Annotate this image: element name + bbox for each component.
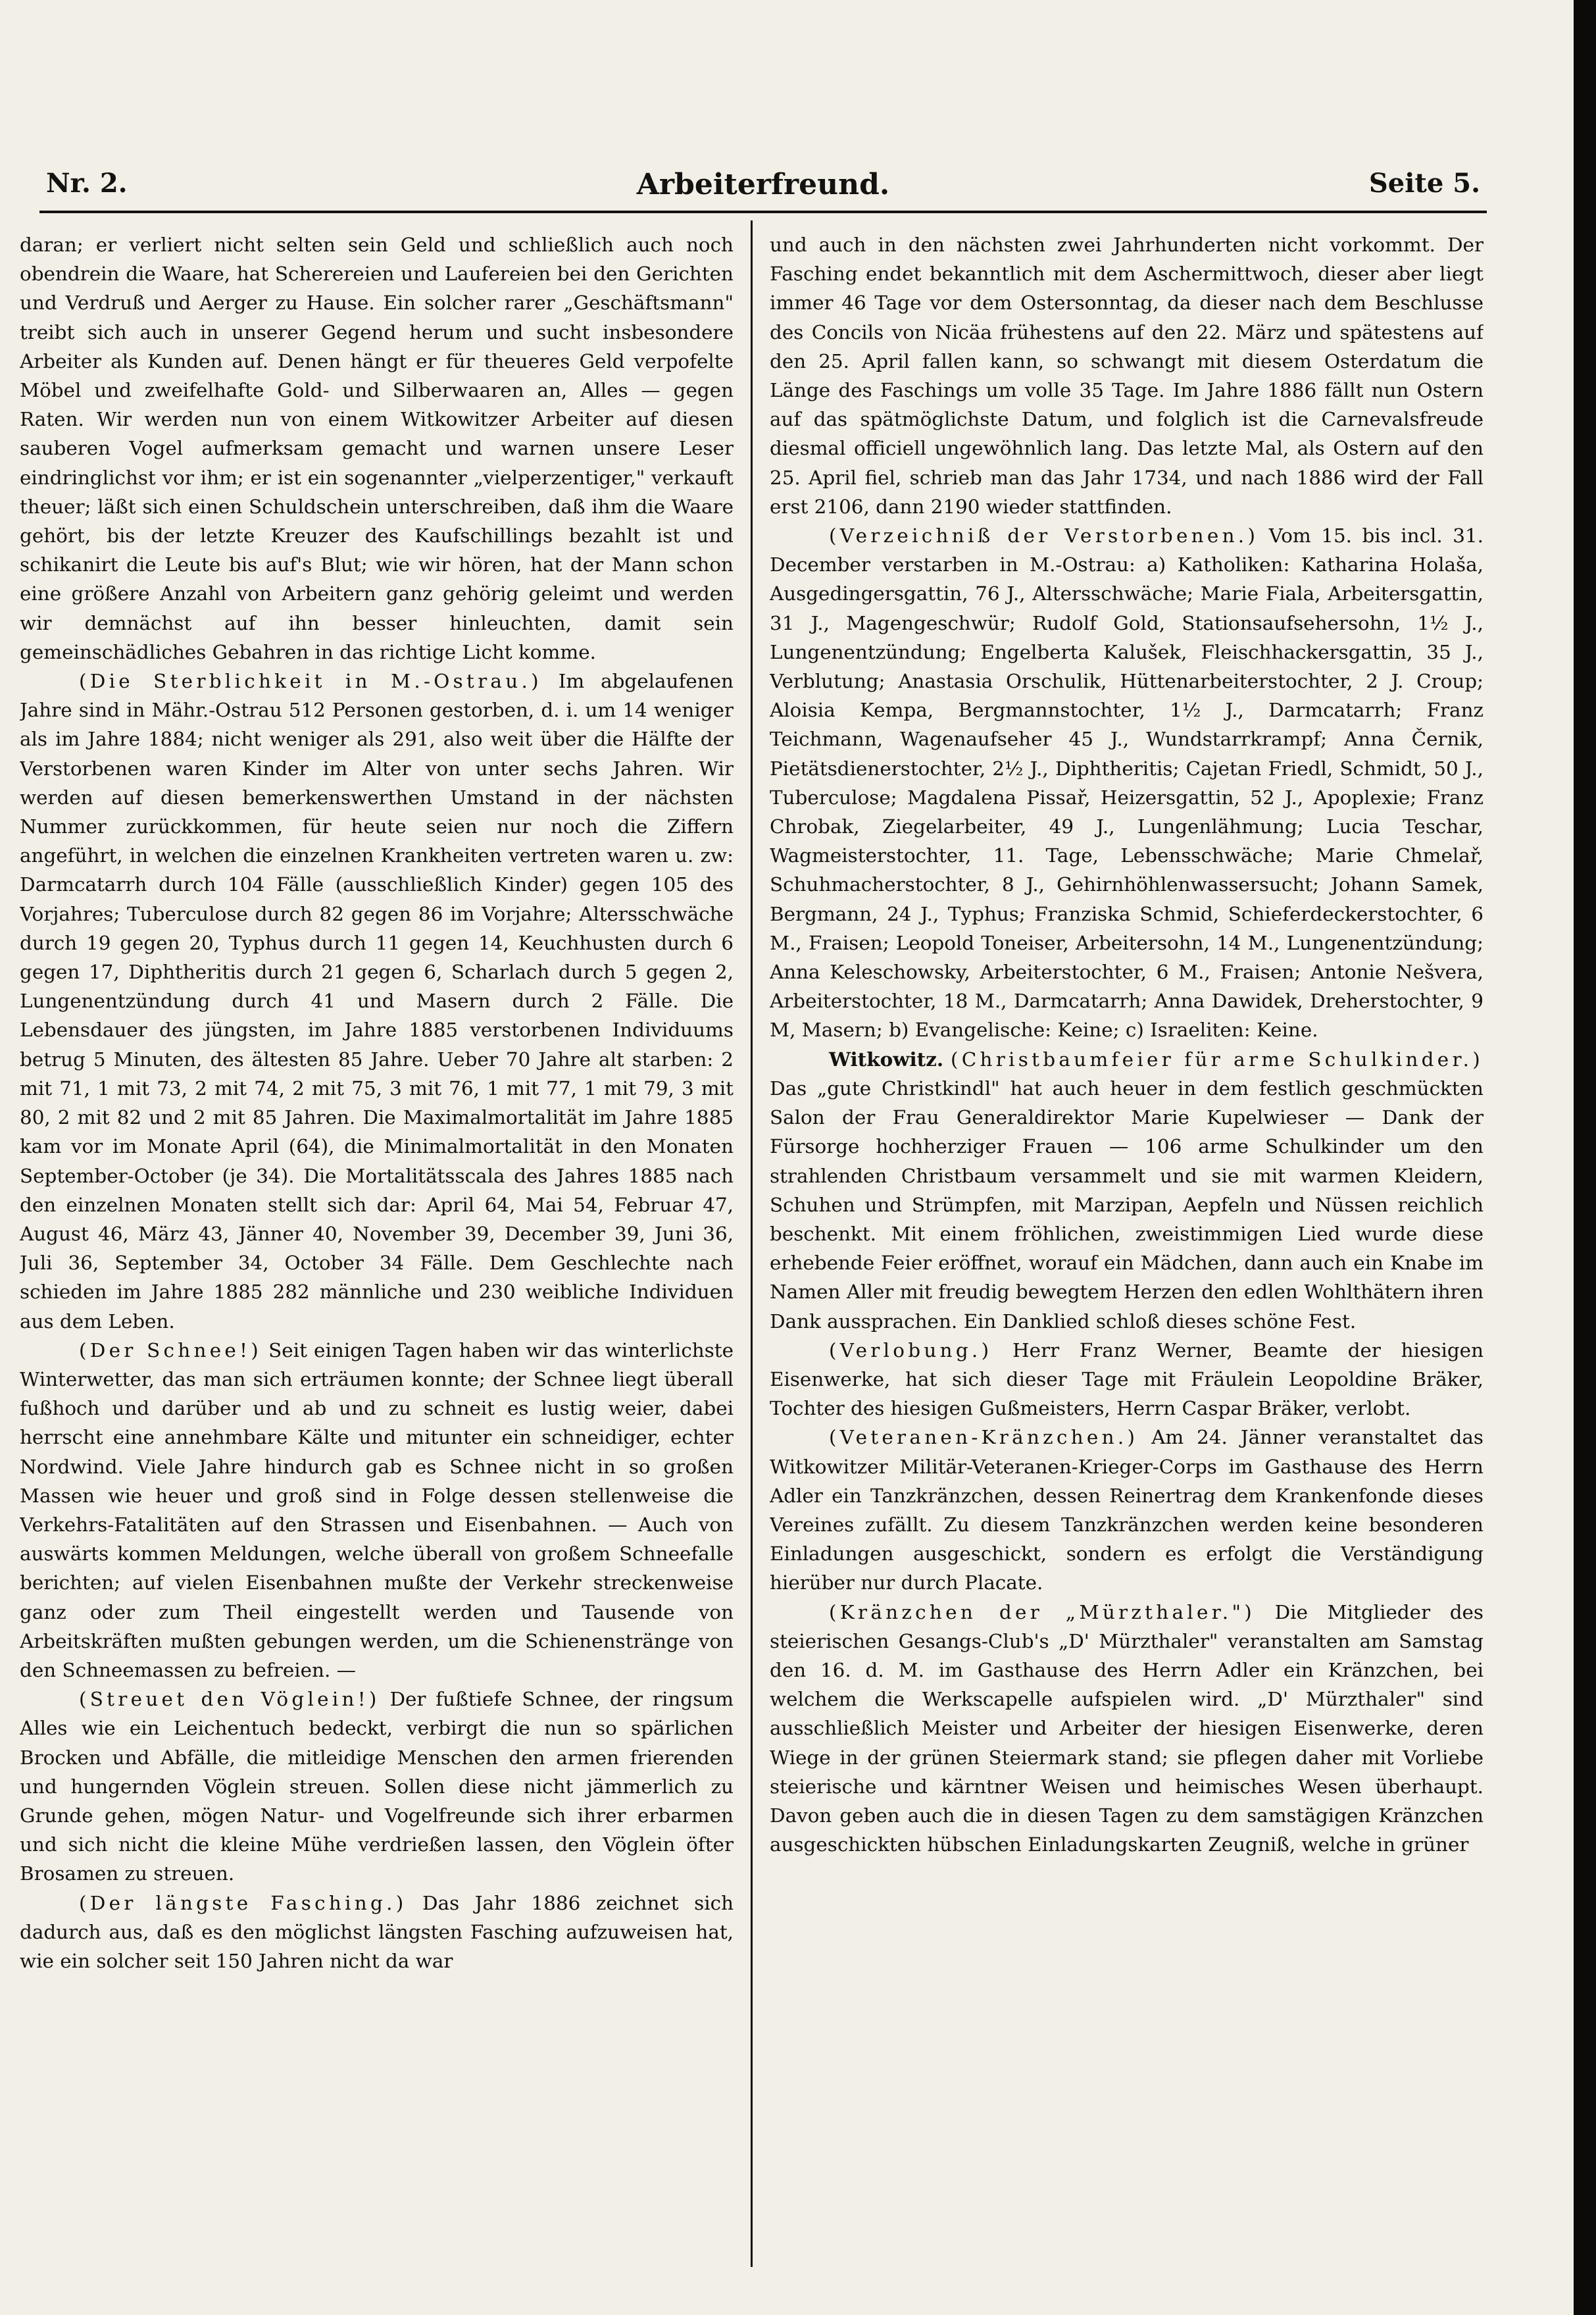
- scan-edge: [1574, 0, 1596, 2315]
- article-heading: (Verzeichniß der Verstorbenen.): [829, 524, 1259, 547]
- article-heading: (Der längste Fasching.): [79, 1891, 407, 1914]
- article-heading: (Die Sterblichkeit in M.-Ostrau.): [79, 670, 542, 693]
- article-text: Das Jahr 1886 zeichnet sich dadurch aus, daß es den möglichst längsten Fasching aufzuweisen hat, wie ein solcher seit 150 Jahren nicht da war: [20, 1891, 734, 1972]
- article-text: Die Mitglieder des steierischen Gesangs-Club's „D' Mürzthaler" veranstalten am Samstag den 16. d. M. im Gasthause des Herrn Adler ein Kränzchen, bei welchem die Werkscapelle aufspielen wird. „D' Mürzthaler" sind ausschließlich Meister und Arbeiter der hiesigen Eisenwerke, deren Wiege in der grünen Steiermark stand; sie pflegen daher mit Vorliebe steierische und kärntner Weisen und heimisches Wesen überhaupt. Davon geben auch die in diesen Tagen zu dem samstägigen Kränzchen ausgeschickten hübschen Einladungskarten Zeugniß, welche in grüner: [770, 1600, 1484, 1856]
- article-heading: (Verlobung.): [829, 1338, 993, 1361]
- article-heading: (Kränzchen der „Mürzthaler."): [829, 1600, 1256, 1623]
- header-rule: [39, 211, 1487, 213]
- article-heading: (Christbaumfeier für arme Schulkinder.): [950, 1048, 1484, 1071]
- article-paragraph: [770, 1423, 1484, 1597]
- article-text: Herr Franz Werner, Beamte der hiesigen Eisenwerke, hat sich dieser Tage mit Fräulein Leopoldine Bräker, Tochter des hiesigen Gußmeisters, Herrn Caspar Bräker, verlobt.: [770, 1338, 1484, 1420]
- page-number: Seite 5.: [1368, 168, 1480, 199]
- column-separator: [751, 220, 753, 2267]
- article-text: Am 24. Jänner veranstaltet das Witkowitzer Militär-Veteranen-Krieger-Corps im Gasthause des Herrn Adler ein Tanzkränzchen, dessen Reinertrag dem Krankenfonde dieses Vereines zufällt. Zu diesem Tanzkränzchen werden keine besonderen Einladungen ausgeschickt, sondern es erfolgt die Verständigung hierüber nur durch Placate.: [770, 1426, 1484, 1594]
- place-name: Witkowitz.: [829, 1047, 951, 1071]
- article-text: Seit einigen Tagen haben wir das winterlichste Winterwetter, das man sich erträumen konnte; der Schnee liegt überall fußhoch und darüber und ab und zu schneit es lustig weier, dabei herrscht eine annehmbare Kälte und mitunter ein schneidiger, echter Nordwind. Viele Jahre hindurch gab es Schnee nicht in so großen Massen wie heuer und groß sind in Folge dessen stellenweise die Verkehrs-Fatalitäten auf den Strassen und Eisenbahnen. — Auch von auswärts kommen Meldungen, welche überall von großem Schneefalle berichten; auf vielen Eisenbahnen mußte der Verkehr streckenweise ganz oder zum Theil eingestellt werden und Tausende von Arbeitskräften mußten gebungen werden, um die Schienenstränge von den Schneemassen zu befreien. —: [20, 1338, 734, 1681]
- article-text: Vom 15. bis incl. 31. December verstarben in M.-Ostrau: a) Katholiken: Katharina Holaša, Ausgedingersgattin, 76 J., Altersschwäche; Marie Fiala, Arbeitersgattin, 31 J., Magengeschwür; Rudolf Gold, Stationsaufsehersohn, 1½ J., Lungenentzündung; Engelberta Kalušek, Fleischhackersgattin, 35 J., Verblutung; Anastasia Orschulik, Hüttenarbeiterstochter, 2 J. Croup; Aloisia Kempa, Bergmannstochter, 1½ J., Darmcatarrh; Franz Teichmann, Wagenaufseher 45 J., Wundstarrkrampf; Anna Černik, Pietätsdienerstochter, 2½ J., Diphtheritis; Cajetan Friedl, Schmidt, 50 J., Tuberculose; Magdalena Pissař, Heizersgattin, 52 J., Apoplexie; Franz Chrobak, Ziegelarbeiter, 49 J., Lungenlähmung; Lucia Teschar, Wagmeisterstochter, 11. Tage, Lebensschwäche; Marie Chmelař, Schuhmacherstochter, 8 J., Gehirnhöhlenwassersucht; Johann Samek, Bergmann, 24 J., Typhus; Franziska Schmid, Schieferdeckerstochter, 6 M., Fraisen; Leopold Toneiser, Arbeitersohn, 14 M., Lungenentzündung; Anna Keleschowsky, Arbeiterstochter, 6 M., Fraisen; Antonie Nešvera, Arbeiterstochter, 18 M., Darmcatarrh; Anna Dawidek, Dreherstochter, 9 M, Masern; b) Evangelische: Keine; c) Israeliten: Keine.: [770, 524, 1484, 1042]
- article-paragraph: [770, 1336, 1484, 1423]
- article-paragraph: [770, 230, 1484, 521]
- masthead-title: Arbeiterfreund.: [636, 168, 890, 201]
- article-paragraph: [20, 667, 734, 1336]
- article-paragraph: [20, 1889, 734, 1976]
- right-column: [770, 230, 1484, 2283]
- article-text: und auch in den nächsten zwei Jahrhunderten nicht vorkommt. Der Fasching endet bekanntlich mit dem Aschermittwoch, dieser aber liegt immer 46 Tage vor dem Ostersonntag, da dieser nach dem Beschlusse des Concils von Nicäa frühestens auf den 22. März und spätestens auf den 25. April fallen kann, so schwangt mit diesem Osterdatum die Länge des Faschings um volle 35 Tage. Im Jahre 1886 fällt nun Ostern auf das spätmöglichste Datum, und folglich ist die Carnevalsfreude diesmal officiell ungewöhnlich lang. Das letzte Mal, als Ostern auf den 25. April fiel, schrieb man das Jahr 1734, und nach 1886 wird der Fall erst 2106, dann 2190 wieder stattfinden.: [770, 234, 1484, 518]
- article-paragraph: [770, 1045, 1484, 1336]
- article-text: Im abgelaufenen Jahre sind in Mähr.-Ostrau 512 Personen gestorben, d. i. um 14 weniger als im Jahre 1884; nicht weniger als 291, also weit über die Hälfte der Verstorbenen waren Kinder im Alter von unter sechs Jahren. Wir werden auf diesen bemerkenswerthen Umstand in der nächsten Nummer zurückkommen, für heute seien nur noch die Ziffern angeführt, in welchen die einzelnen Krankheiten vertreten waren u. zw: Darmcatarrh durch 104 Fälle (ausschließlich Kinder) gegen 105 des Vorjahres; Tuberculose durch 82 gegen 86 im Vorjahre; Altersschwäche durch 19 gegen 20, Typhus durch 11 gegen 14, Keuchhusten durch 6 gegen 17, Diphtheritis durch 21 gegen 6, Scharlach durch 5 gegen 2, Lungenentzündung durch 41 und Masern durch 2 Fälle. Die Lebensdauer des jüngsten, im Jahre 1885 verstorbenen Individuums betrug 5 Minuten, des ältesten 85 Jahre. Ueber 70 Jahre alt starben: 2 mit 71, 1 mit 73, 2 mit 74, 2 mit 75, 3 mit 76, 1 mit 77, 1 mit 79, 3 mit 80, 2 mit 82 und 2 mit 85 Jahren. Die Maximalmortalität im Jahre 1885 kam vor im Monate April (64), die Minimalmortalität in den Monaten September-October (je 34). Die Mortalitätsscala des Jahres 1885 nach den einzelnen Monaten stellt sich dar: April 64, Mai 54, Februar 47, August 46, März 43, Jänner 40, November 39, December 39, Juni 36, Juli 36, September 34, October 34 Fälle. Dem Geschlechte nach schieden im Jahre 1885 282 männliche und 230 weibliche Individuen aus dem Leben.: [20, 670, 734, 1333]
- article-heading: (Streuet den Vöglein!): [79, 1688, 380, 1711]
- article-heading: (Veteranen-Kränzchen.): [829, 1426, 1139, 1449]
- issue-number: Nr. 2.: [46, 168, 128, 199]
- article-paragraph: [20, 1685, 734, 1888]
- page-header: [39, 168, 1487, 207]
- article-paragraph: [20, 230, 734, 667]
- article-paragraph: [770, 1598, 1484, 1860]
- article-paragraph: [770, 521, 1484, 1045]
- article-paragraph: [20, 1336, 734, 1685]
- article-text: Der fußtiefe Schnee, der ringsum Alles wie ein Leichentuch bedeckt, verbirgt die nun so spärlichen Brocken und Abfälle, die mitleidige Menschen den armen frierenden und hungernden Vöglein streuen. Sollen diese nicht jämmerlich zu Grunde gehen, mögen Natur- und Vogelfreunde sich ihrer erbarmen und sich nicht die kleine Mühe verdrießen lassen, den Vöglein öfter Brosamen zu streuen.: [20, 1688, 734, 1885]
- article-heading: (Der Schnee!): [79, 1338, 262, 1361]
- article-text: Das „gute Christkindl" hat auch heuer in dem festlich geschmückten Salon der Frau Generaldirektor Marie Kupelwieser — Dank der Fürsorge hochherziger Frauen — 106 arme Schulkinder um den strahlenden Christbaum versammelt und sie mit warmen Kleidern, Schuhen und Strümpfen, mit Marzipan, Aepfeln und Nüssen reichlich beschenkt. Mit einem fröhlichen, zweistimmigen Lied wurde diese erhebende Feier eröffnet, worauf ein Mädchen, dann auch ein Knabe im Namen Aller mit freudig bewegtem Herzen den edlen Wohlthätern ihren Dank aussprachen. Ein Danklied schloß dieses schöne Fest.: [770, 1077, 1484, 1333]
- article-text: daran; er verliert nicht selten sein Geld und schließlich auch noch obendrein die Waare, hat Scherereien und Laufereien bei den Gerichten und Verdruß und Aerger zu Hause. Ein solcher rarer „Geschäftsmann" treibt sich auch in unserer Gegend herum und sucht insbesondere Arbeiter als Kunden auf. Denen hängt er für theueres Geld verpofelte Möbel und zweifelhafte Gold- und Silberwaaren an, Alles — gegen Raten. Wir werden nun von einem Witkowitzer Arbeiter auf diesen sauberen Vogel aufmerksam gemacht und warnen unsere Leser eindringlichst vor ihm; er ist ein sogenannter „vielperzentiger," verkauft theuer; läßt sich einen Schuldschein unterschreiben, daß ihm die Waare gehört, bis der letzte Kreuzer des Kaufschillings bezahlt ist und schikanirt die Leute bis auf's Blut; wie wir hören, hat der Mann schon eine größere Anzahl von Arbeitern ganz gehörig geleimt und werden wir demnächst auf ihn besser hinleuchten, damit sein gemeinschädliches Gebahren in das richtige Licht komme.: [20, 234, 734, 663]
- left-column: [20, 230, 734, 2283]
